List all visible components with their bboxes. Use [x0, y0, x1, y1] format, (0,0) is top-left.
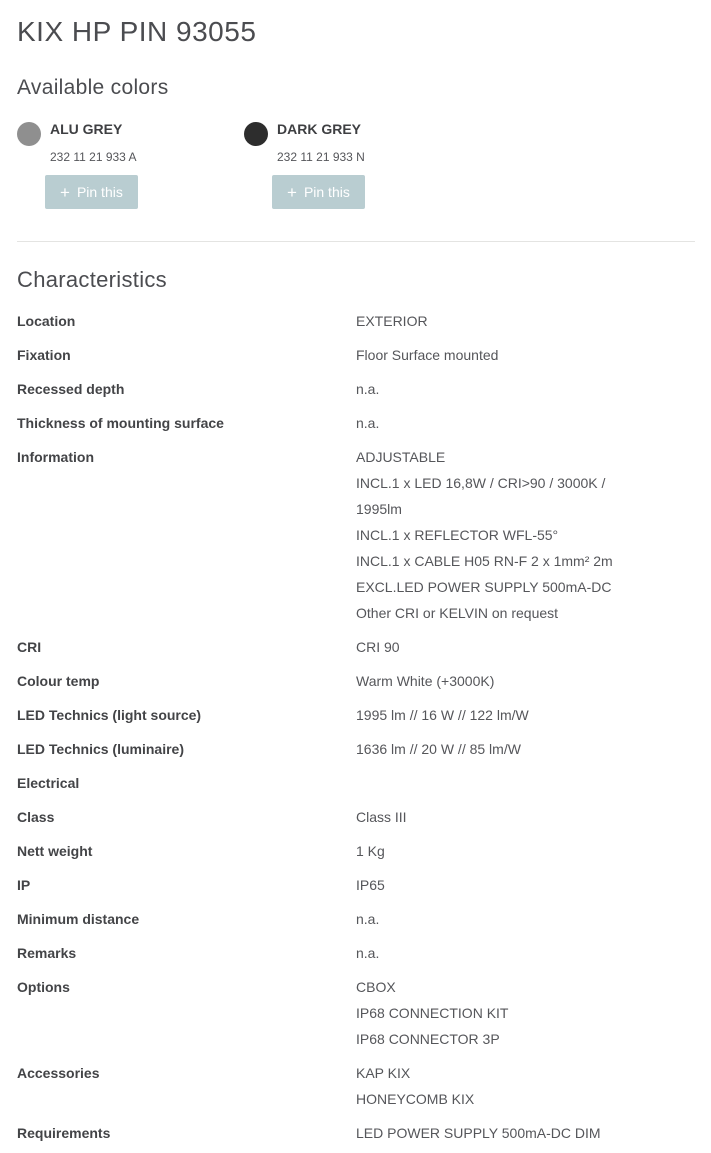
characteristic-value: 1995 lm // 16 W // 122 lm/W — [356, 707, 529, 723]
color-name: DARK GREY — [277, 121, 362, 137]
row-thickness-of-mounting-surface — [17, 410, 695, 436]
characteristic-label: Information — [17, 449, 94, 465]
characteristic-label: Minimum distance — [17, 911, 140, 927]
pin-this-button[interactable] — [272, 175, 365, 209]
row-fixation — [17, 342, 695, 368]
characteristic-label: Options — [17, 979, 70, 995]
characteristic-value — [356, 1060, 695, 1112]
color-swatch-row — [17, 121, 695, 209]
color-swatch-circle — [17, 122, 41, 146]
value-line: CBOX — [356, 979, 396, 995]
characteristic-value: 1 Kg — [356, 843, 385, 859]
color-swatch-alu-grey — [17, 121, 244, 209]
row-remarks — [17, 940, 695, 966]
swatch-info — [277, 121, 365, 209]
characteristic-value: n.a. — [356, 381, 380, 397]
value-line: Other CRI or KELVIN on request — [356, 605, 559, 621]
characteristic-value — [356, 444, 695, 626]
available-colors-heading: Available colors — [17, 76, 169, 99]
pin-button-label: Pin this — [303, 184, 350, 200]
characteristic-label: LED Technics (light source) — [17, 707, 202, 723]
value-line: INCL.1 x LED 16,8W / CRI>90 / 3000K / — [356, 475, 606, 491]
row-class — [17, 804, 695, 830]
characteristic-label: Recessed depth — [17, 381, 125, 397]
characteristic-value: EXTERIOR — [356, 313, 428, 329]
value-line: HONEYCOMB KIX — [356, 1091, 475, 1107]
value-line: INCL.1 x REFLECTOR WFL-55° — [356, 527, 559, 543]
characteristic-label: Class — [17, 809, 55, 825]
characteristic-value: 1636 lm // 20 W // 85 lm/W — [356, 741, 521, 757]
characteristic-label: Accessories — [17, 1065, 100, 1081]
section-divider — [17, 241, 695, 242]
color-code: 232 11 21 933 A — [50, 150, 137, 164]
row-recessed-depth — [17, 376, 695, 402]
row-colour-temp — [17, 668, 695, 694]
row-cri — [17, 634, 695, 660]
characteristics-heading: Characteristics — [17, 267, 167, 292]
value-line: IP68 CONNECTION KIT — [356, 1005, 509, 1021]
characteristic-value: Floor Surface mounted — [356, 347, 499, 363]
color-swatch-circle — [244, 122, 268, 146]
row-requirements — [17, 1120, 695, 1146]
page-title: KIX HP PIN 93055 — [17, 16, 257, 47]
row-ip — [17, 872, 695, 898]
value-line: KAP KIX — [356, 1065, 411, 1081]
row-accessories — [17, 1060, 695, 1112]
characteristic-label: Nett weight — [17, 843, 93, 859]
color-swatch-dark-grey — [244, 121, 471, 209]
characteristic-label: Colour temp — [17, 673, 100, 689]
row-location — [17, 308, 695, 334]
value-line: ADJUSTABLE — [356, 449, 446, 465]
characteristic-value: Class III — [356, 809, 407, 825]
row-minimum-distance — [17, 906, 695, 932]
value-line: EXCL.LED POWER SUPPLY 500mA-DC — [356, 579, 612, 595]
row-led-technics-luminaire — [17, 736, 695, 762]
characteristic-label: Thickness of mounting surface — [17, 415, 224, 431]
characteristic-label: Electrical — [17, 775, 80, 791]
characteristic-value: IP65 — [356, 877, 385, 893]
value-line: 1995lm — [356, 501, 402, 517]
characteristic-value: CRI 90 — [356, 639, 400, 655]
color-code: 232 11 21 933 N — [277, 150, 365, 164]
row-information — [17, 444, 695, 626]
row-electrical — [17, 770, 695, 796]
pin-this-button[interactable] — [45, 175, 138, 209]
characteristic-value — [356, 770, 695, 796]
swatch-info — [50, 121, 138, 209]
characteristic-label: Location — [17, 313, 76, 329]
row-options — [17, 974, 695, 1052]
characteristics-table — [17, 308, 695, 1146]
plus-icon: + — [60, 182, 70, 202]
row-nett-weight — [17, 838, 695, 864]
characteristic-label: Fixation — [17, 347, 71, 363]
characteristic-label: Remarks — [17, 945, 77, 961]
value-line: IP68 CONNECTOR 3P — [356, 1031, 500, 1047]
characteristic-value: n.a. — [356, 415, 380, 431]
characteristic-value — [356, 974, 695, 1052]
characteristic-label: LED Technics (luminaire) — [17, 741, 184, 757]
value-line: INCL.1 x CABLE H05 RN-F 2 x 1mm² 2m — [356, 553, 613, 569]
characteristic-value: n.a. — [356, 911, 380, 927]
color-name: ALU GREY — [50, 121, 123, 137]
plus-icon: + — [287, 182, 297, 202]
characteristic-label: Requirements — [17, 1125, 111, 1141]
row-led-technics-light-source — [17, 702, 695, 728]
characteristic-value: n.a. — [356, 945, 380, 961]
pin-button-label: Pin this — [76, 184, 123, 200]
characteristic-value: Warm White (+3000K) — [356, 673, 495, 689]
characteristic-label: IP — [17, 877, 31, 893]
characteristic-value: LED POWER SUPPLY 500mA-DC DIM — [356, 1125, 601, 1141]
characteristic-label: CRI — [17, 639, 42, 655]
